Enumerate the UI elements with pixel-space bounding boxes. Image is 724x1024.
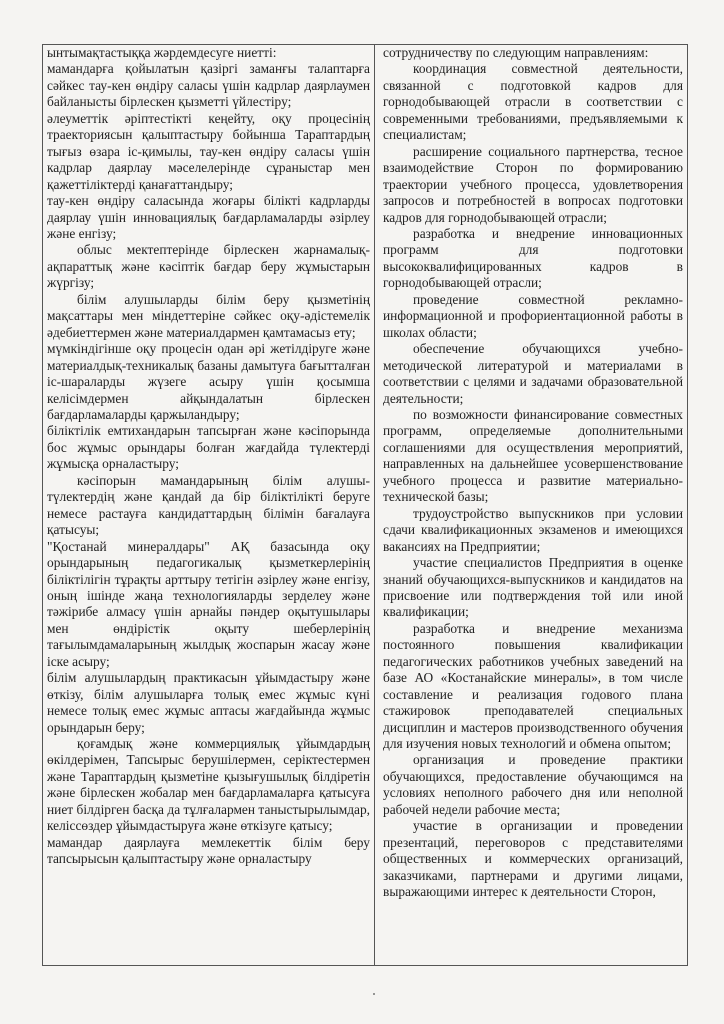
paragraph: разработка и внедрение механизма постоянного повышения квалификации педагогических работников учебных заведений на базе АО «Костанайские минералы», в том числе составление и реализация годового плана стажировок преподавателей специальных дисциплин и мастеров производственного обучения для изучения новых технологий и обмена опытом; (383, 620, 683, 752)
paragraph: сотрудничеству по следующим направлениям: (383, 45, 649, 60)
paragraph: білім алушылардың практикасын ұйымдастыру және өткізу, білім алушыларға толық емес жұмыс күні немесе толық емес жұмыс аптасы жағдайында жұмыс орындарын беру; (47, 670, 370, 735)
paragraph: әлеуметтік әріптестікті кеңейту, оқу процесінің траекториясын қалыптастыру бойынша Тараптардың тығыз өзара іс-қимылы, тау-кен өндіру саласы үшін кадрлар даярлау мәселелерінде сұраныстар мен қажеттіліктерді қанағаттандыру; (47, 110, 370, 192)
paragraph: облыс мектептерінде бірлескен жарнамалық-ақпараттық және кәсіптік бағдар беру жұмыстарын жүргізу; (47, 242, 370, 291)
paragraph: мамандар даярлауға мемлекеттік білім беру тапсырысын қалыптастыру және орналастыру (47, 834, 370, 867)
paragraph: "Қостанай минералдары" АҚ базасында оқу орындарының педагогикалық қызметкерлерінің біліктілігін тұрақты арттыру тетігін әзірлеу және енгізу, оның ішінде жаңа технологияларды зерделеу және тәжірибе алмасу үшін арнайы пәндер оқытушылары мен өндірістік оқыту шеберлерінің тағылымдамаларының жылдық жоспарын жасау және іске асыру; (47, 538, 370, 669)
paragraph: тау-кен өндіру саласында жоғары білікті кадрларды даярлау үшін инновациялық бағдарламаларды әзірлеу және енгізу; (47, 193, 370, 241)
bilingual-agreement-table (42, 44, 688, 966)
paragraph: координация совместной деятельности, связанной с подготовкой кадров для горнодобывающей отрасли в соответствии с современными требованиями, предъявляемыми к специалистам; (383, 61, 683, 143)
paragraph: мүмкіндігінше оқу процесін одан әрі жетілдіруге және материалдық-техникалық базаны дамытуға бағытталған іс-шараларды жүзеге асыру үшін қосымша келісімдермен айқындалатын бірлескен бағдарламаларды қаржыландыру; (47, 341, 370, 422)
paragraph: проведение совместной рекламно-информационной и профориентационной работы в школах области; (383, 291, 683, 340)
paragraph: біліктілік емтихандарын тапсырған және кәсіпорында бос жұмыс орындары болған жағдайда түлектерді жұмысқа орналастыру; (47, 423, 370, 472)
paragraph: обеспечение обучающихся учебно-методической литературой и материалами в соответствии с целями и задачами образовательной деятельности; (383, 341, 683, 406)
paragraph: участие в организации и проведении презентаций, переговоров с представителями общественных и коммерческих организаций, заказчиками, партнерами и другими лицами, выражающими интерес к деятельности Сторон, (383, 818, 683, 900)
paragraph: білім алушыларды білім беру қызметінің мақсаттары мен міндеттеріне сәйкес оқу-әдістемелік әдебиеттермен және материалдармен қамтамасыз ету; (47, 291, 370, 340)
paragraph: кәсіпорын мамандарының білім алушы-түлектердің және қандай да бір біліктілікті беруге немесе растауға кандидаттардың білімін бағалауға қатысуы; (47, 472, 370, 538)
paragraph: мамандарға қойылатын қазіргі заманғы талаптарға сәйкес тау-кен өндіру саласы үшін кадрлар даярлаумен байланысты бірлескен қызметті үйлестіру; (47, 61, 370, 110)
paragraph: участие специалистов Предприятия в оценке знаний обучающихся-выпускников и кандидатов на присвоение или подтверждения той или иной квалификации; (383, 555, 683, 620)
paragraph: қоғамдық және коммерциялық ұйымдардың өкілдерімен, Тапсырыс берушілермен, серіктестермен және Тараптардың қызметіне қызығушылық білдіретін және бірлескен жобалар мен бағдарламаларға қатысуға ниет білдірген басқа да тұлғалармен таныстырылымдар, келіссөздер ұйымдастыруға және өткізуге қатысу; (47, 736, 370, 834)
paragraph: ынтымақтастыққа жәрдемдесуге ниетті: (47, 45, 277, 60)
scan-speck (373, 993, 375, 995)
russian-column (375, 45, 687, 965)
paragraph: трудоустройство выпускников при условии сдачи квалификационных экзаменов и имеющихся вакансиях на Предприятии; (383, 505, 683, 554)
kazakh-column (43, 45, 375, 965)
paragraph: по возможности финансирование совместных программ, определяемые дополнительными соглашениями для осуществления мероприятий, направленных на дальнейшее усовершенствование учебного процесса и развитие материально-технической базы; (383, 406, 683, 505)
paragraph: организация и проведение практики обучающихся, предоставление обучающимся на условиях неполного рабочего дня или неполной рабочей недели рабочие места; (383, 752, 683, 817)
paragraph: расширение социального партнерства, тесное взаимодействие Сторон по формированию траектории учебного процесса, удовлетворения запросов и потребностей в вопросах подготовки кадров для горнодобывающей отрасли; (383, 143, 683, 225)
paragraph: разработка и внедрение инновационных программ для подготовки высококвалифицированных кадров в горнодобывающей отрасли; (383, 225, 683, 291)
